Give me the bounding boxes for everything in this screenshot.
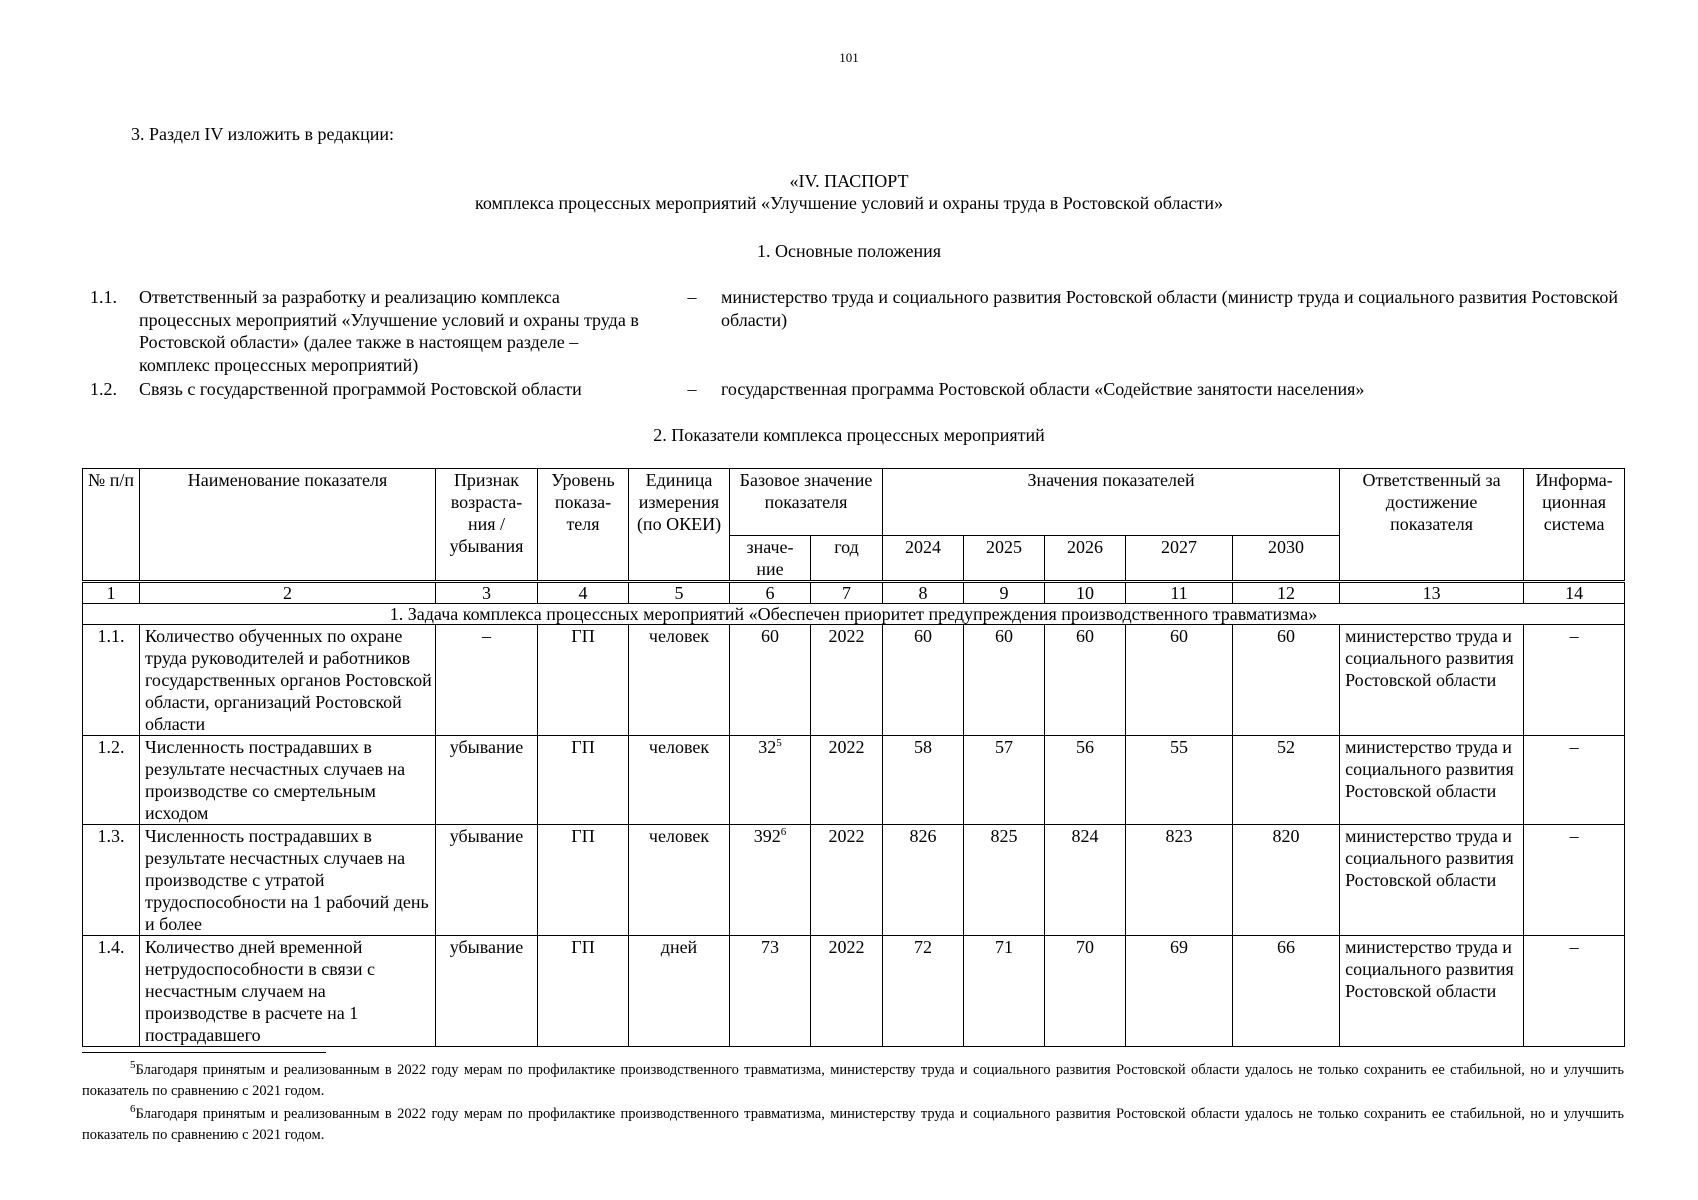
provision-value: государственная программа Ростовской области «Содействие занятости населения» xyxy=(721,379,1365,399)
year-value: 66 xyxy=(1233,936,1340,1047)
header-year: 2027 xyxy=(1126,536,1233,582)
section1-title: 1. Основные положения xyxy=(757,241,941,261)
header-responsible: Ответственный за достижение показателя xyxy=(1340,469,1524,582)
indicator-trend: убывание xyxy=(436,825,538,936)
base-value-cell xyxy=(730,625,811,736)
provision-number: 1.1. xyxy=(90,287,117,307)
base-year: 2022 xyxy=(811,936,883,1047)
header-year: 2030 xyxy=(1233,536,1340,582)
footnote-divider xyxy=(82,1052,326,1053)
year-value: 56 xyxy=(1045,736,1126,825)
base-value: 73 xyxy=(761,937,779,957)
info-system: – xyxy=(1524,736,1625,825)
section2-title: 2. Показатели комплекса процессных мероприятий xyxy=(653,425,1045,445)
column-number: 13 xyxy=(1340,582,1524,604)
passport-subtitle: комплекса процессных мероприятий «Улучшение условий и охраны труда в Ростовской области» xyxy=(475,193,1223,213)
year-value: 60 xyxy=(964,625,1045,736)
column-number: 4 xyxy=(538,582,629,604)
indicator-name: Количество дней временной нетрудоспособности в связи с несчастным случаем на производстве в расчете на 1 пострадавшего xyxy=(140,936,436,1047)
year-value: 60 xyxy=(1126,625,1233,736)
column-number: 3 xyxy=(436,582,538,604)
provision-value: министерство труда и социального развития Ростовской области (министр труда и социального развития Ростовской области) xyxy=(721,287,1618,330)
year-value: 70 xyxy=(1045,936,1126,1047)
year-value: 826 xyxy=(883,825,964,936)
info-system: – xyxy=(1524,825,1625,936)
header-num: № п/п xyxy=(83,469,140,582)
base-value: 60 xyxy=(761,626,779,646)
header-level: Уровень показа-теля xyxy=(538,469,629,582)
column-number: 14 xyxy=(1524,582,1625,604)
base-value-cell xyxy=(730,736,811,825)
column-number: 9 xyxy=(964,582,1045,604)
column-number: 10 xyxy=(1045,582,1126,604)
indicator-unit: человек xyxy=(629,825,730,936)
column-number: 8 xyxy=(883,582,964,604)
table-row xyxy=(83,736,1625,825)
header-unit: Единица измерения (по ОКЕИ) xyxy=(629,469,730,582)
base-value: 32 xyxy=(758,737,777,757)
header-base-value: значе-ние xyxy=(730,536,811,582)
responsible: министерство труда и социального развития Ростовской области xyxy=(1340,736,1524,825)
header-year: 2024 xyxy=(883,536,964,582)
year-value: 60 xyxy=(1233,625,1340,736)
base-value-cell xyxy=(730,825,811,936)
year-value: 69 xyxy=(1126,936,1233,1047)
indicator-level: ГП xyxy=(538,625,629,736)
info-system: – xyxy=(1524,936,1625,1047)
year-value: 71 xyxy=(964,936,1045,1047)
footnote-mark: 6 xyxy=(130,1103,136,1116)
provision-label: Ответственный за разработку и реализацию комплекса процессных мероприятий «Улучшение условий и охраны труда в Ростовской области» (далее также в настоящем разделе – комплекс процессных мероприятий) xyxy=(139,287,639,375)
header-base-year: год xyxy=(811,536,883,582)
year-value: 57 xyxy=(964,736,1045,825)
row-number: 1.4. xyxy=(83,936,140,1047)
base-value: 392 xyxy=(753,826,781,846)
row-number: 1.3. xyxy=(83,825,140,936)
base-value-cell xyxy=(730,936,811,1047)
indicator-level: ГП xyxy=(538,825,629,936)
indicator-level: ГП xyxy=(538,736,629,825)
header-values: Значения показателей xyxy=(883,469,1340,536)
footnote xyxy=(82,1060,1624,1102)
column-number: 1 xyxy=(83,582,140,604)
column-number: 12 xyxy=(1233,582,1340,604)
row-number: 1.1. xyxy=(83,625,140,736)
indicator-unit: человек xyxy=(629,736,730,825)
year-value: 72 xyxy=(883,936,964,1047)
info-system: – xyxy=(1524,625,1625,736)
provision-dash: – xyxy=(687,287,697,307)
passport-title: «IV. ПАСПОРТ xyxy=(789,171,909,191)
task-row xyxy=(83,604,1625,625)
indicator-name: Количество обученных по охране труда руководителей и работников государственных органов Ростовской области, организаций Ростовской области xyxy=(140,625,436,736)
column-number: 7 xyxy=(811,582,883,604)
footnote-ref: 6 xyxy=(780,826,787,838)
indicators-table xyxy=(82,468,1625,1047)
header-infosys: Информа-ционная система xyxy=(1524,469,1625,582)
indicator-unit: человек xyxy=(629,625,730,736)
base-year: 2022 xyxy=(811,736,883,825)
column-number: 11 xyxy=(1126,582,1233,604)
responsible: министерство труда и социального развития Ростовской области xyxy=(1340,625,1524,736)
provision-label: Связь с государственной программой Ростовской области xyxy=(139,379,582,399)
indicator-trend: убывание xyxy=(436,736,538,825)
column-number: 2 xyxy=(140,582,436,604)
base-year: 2022 xyxy=(811,625,883,736)
year-value: 60 xyxy=(1045,625,1126,736)
year-value: 58 xyxy=(883,736,964,825)
header-year: 2025 xyxy=(964,536,1045,582)
indicator-name: Численность пострадавших в результате несчастных случаев на производстве с утратой трудоспособности на 1 рабочий день и более xyxy=(140,825,436,936)
year-value: 55 xyxy=(1126,736,1233,825)
footnote-text: Благодаря принятым и реализованным в 2022 году мерам по профилактике производственного травматизма, министерству труда и социального развития Ростовской области удалось не только сохранить ее стабильной, но и улучшить показатель по сравнению с 2021 годом. xyxy=(82,1062,1624,1099)
year-value: 60 xyxy=(883,625,964,736)
provision-number: 1.2. xyxy=(90,379,117,399)
year-value: 820 xyxy=(1233,825,1340,936)
header-base: Базовое значение показателя xyxy=(730,469,883,536)
provision-dash: – xyxy=(687,379,697,399)
year-value: 823 xyxy=(1126,825,1233,936)
header-year: 2026 xyxy=(1045,536,1126,582)
table-row xyxy=(83,936,1625,1047)
intro-text: 3. Раздел IV изложить в редакции: xyxy=(131,124,395,144)
responsible: министерство труда и социального развития Ростовской области xyxy=(1340,825,1524,936)
table-row xyxy=(83,625,1625,736)
base-year: 2022 xyxy=(811,825,883,936)
column-number: 6 xyxy=(730,582,811,604)
indicator-unit: дней xyxy=(629,936,730,1047)
footnote-text: Благодаря принятым и реализованным в 2022 году мерам по профилактике производственного травматизма, министерству труда и социального развития Ростовской области удалось не только сохранить ее стабильной, но и улучшить показатель по сравнению с 2021 годом. xyxy=(82,1106,1624,1143)
indicator-name: Численность пострадавших в результате несчастных случаев на производстве со смертельным исходом xyxy=(140,736,436,825)
header-name: Наименование показателя xyxy=(140,469,436,582)
footnote-ref: 5 xyxy=(776,737,782,749)
footnote-mark: 5 xyxy=(130,1059,136,1072)
responsible: министерство труда и социального развития Ростовской области xyxy=(1340,936,1524,1047)
indicator-trend: убывание xyxy=(436,936,538,1047)
page-number: 101 xyxy=(839,50,859,65)
footnote xyxy=(82,1104,1624,1146)
column-number: 5 xyxy=(629,582,730,604)
year-value: 825 xyxy=(964,825,1045,936)
header-trend: Признак возраста-ния / убывания xyxy=(436,469,538,582)
year-value: 824 xyxy=(1045,825,1126,936)
task-title: 1. Задача комплекса процессных мероприятий «Обеспечен приоритет предупреждения производственного травматизма» xyxy=(83,604,1625,625)
row-number: 1.2. xyxy=(83,736,140,825)
year-value: 52 xyxy=(1233,736,1340,825)
indicator-level: ГП xyxy=(538,936,629,1047)
column-numbers-row xyxy=(83,582,1625,604)
table-row xyxy=(83,825,1625,936)
indicator-trend: – xyxy=(436,625,538,736)
